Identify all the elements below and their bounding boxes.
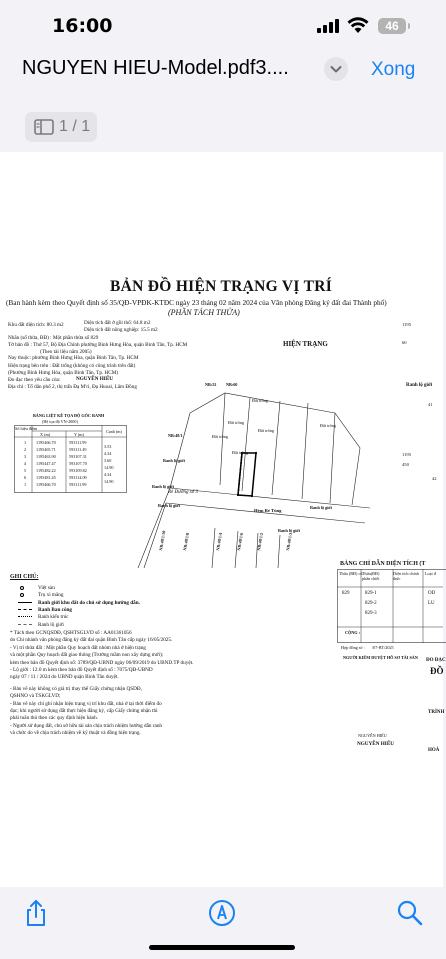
legend-symbol: [18, 624, 32, 626]
area-cell: 829-3: [365, 611, 377, 616]
margin-label: ĐỒ: [430, 666, 444, 676]
search-icon[interactable]: [396, 899, 424, 927]
note-line: * Tách theo GCNQSDĐ, QSHTSGLVD số : AA01361056: [10, 630, 132, 636]
land-use-label: Đất trống: [212, 434, 228, 439]
coord-cell-y: 593114.09: [69, 475, 87, 480]
coord-header-y: Y (m): [74, 432, 84, 437]
land-use-label: Đất trống: [252, 398, 268, 403]
navigation-bar: [0, 52, 443, 92]
coord-cell-y: 593107.70: [69, 461, 87, 466]
margin-number: 42: [432, 476, 437, 481]
status-time: 16:00: [52, 15, 113, 37]
status-bar: [0, 0, 443, 52]
note-line: phải tuân thủ theo các quy định hiện hành.: [10, 715, 99, 722]
info-map-sheet: Tờ bản đồ : Thứ 57, Bộ Địa Chính phường Bình Hưng Hòa, quận Bình Tân, Tp. HCM: [8, 342, 188, 348]
coord-cell-edge: 3.53: [104, 443, 112, 449]
note-line: ngày 07 / 11 / 2024 do UBND quận Bình Tân duyệt.: [10, 674, 119, 681]
boundary-label: Ranh lộ giới: [310, 505, 332, 510]
map-title: BẢN ĐỒ HIỆN TRẠNG VỊ TRÍ: [110, 278, 333, 295]
area-cell: LU: [428, 601, 435, 606]
note-line: do Chi nhánh văn phòng đăng ký đất đai quận Bình Tân cấp ngày 16/05/2025.: [10, 637, 173, 644]
document-viewer[interactable]: [0, 152, 446, 887]
chevron-down-icon: [324, 57, 348, 81]
area-header: Thửa (BĐ) cũ: [339, 571, 363, 576]
signer-name: NGUYỄN HIẾU: [358, 733, 387, 738]
boundary-label: Ranh lộ giới: [158, 503, 180, 508]
margin-label: Ranh lộ giới: [406, 383, 433, 388]
coord-cell-edge: 4.34: [104, 471, 112, 477]
plot-label: NB:48/1/6: [236, 532, 245, 551]
note-line: - Bản vẽ này chỉ ghi nhận hiện trạng vị trí khu đất, nhà ở tại thời điểm đo: [10, 700, 162, 707]
note-line: - Lộ giới : 12.0 m kèm theo bản đồ Quyết định số : 7075/QĐ-UBND: [10, 667, 153, 673]
margin-label: HOÀ: [428, 748, 440, 753]
map-subtitle-split: (PHẦN TÁCH THỬA): [168, 308, 240, 317]
info-ward: (Phường Bình Hưng Hòa, quận Bình Tân, Tp. HCM): [8, 370, 119, 376]
land-use-label: Đất trống: [320, 423, 336, 428]
plot-label: NB:52: [205, 382, 217, 387]
page-indicator[interactable]: [25, 112, 97, 142]
coord-cell-y: 593111.99: [69, 440, 87, 445]
share-icon[interactable]: [22, 899, 50, 927]
land-use-label: Đất trống: [258, 428, 274, 433]
area-cell: 829-1: [365, 591, 377, 596]
area-table-title: BẢNG CHỈ DẪN DIỆN TÍCH (T: [340, 561, 426, 567]
margin-label: TRÌNH: [428, 710, 445, 715]
note-line: - Bản vẽ này không có giá trị thay thế Giấy chứng nhận QSDĐ,: [10, 685, 142, 692]
map-subtitle: (Ban hành kèm theo Quyết định số 35/QĐ-VPĐK-KTĐC ngày 23 tháng 02 năm 2024 của Văn phòng Đăng ký đất đai Thành phố): [6, 298, 387, 307]
legend-item-label: Ranh giới khu đất do chủ sử dụng hướng dẫn.: [38, 599, 140, 606]
margin-label: ĐO ĐẠC: [426, 658, 446, 663]
boundary-label: Ranh lộ giới: [163, 458, 185, 463]
coord-cell-x: 1195466.70: [36, 482, 56, 487]
pdf-page: [0, 278, 446, 894]
coord-cell-x: 1195481.45: [36, 475, 56, 480]
legend-item-label: Ranh kiến trúc: [38, 614, 69, 621]
area-cell: OD: [428, 591, 436, 596]
coord-table-subtitle: (Hệ tọa độ VN-2000): [42, 419, 78, 424]
markup-icon[interactable]: [208, 899, 236, 927]
margin-number: 1195: [402, 322, 412, 327]
area-table-total: CỘNG :: [345, 630, 361, 635]
cellular-signal-icon: [317, 19, 339, 33]
plot-label: NB:48/1/2: [256, 532, 265, 551]
margin-number: 60: [402, 340, 407, 345]
coord-cell-y: 593109.82: [69, 468, 87, 473]
info-plot: Nhãn (số thửa, BĐ) : Một phần thửa số 829: [8, 335, 99, 341]
document-title[interactable]: NGUYEN HIEU-Model.pdf3....: [22, 57, 289, 79]
coord-header-point: Số hiệu điểm: [15, 426, 38, 431]
contract-label: Hợp đồng số :: [341, 645, 365, 650]
info-source: (Theo tài liệu năm 2005): [40, 349, 92, 355]
legend-item-label: Ranh Ban công: [38, 606, 73, 613]
battery-icon: 46: [378, 18, 406, 34]
plot-label: NB:48/1: [168, 433, 183, 438]
note-line: QSHNO và TSKGLVD;: [10, 693, 61, 700]
legend-symbol: [20, 593, 24, 597]
coord-cell-edge: 14.90: [104, 464, 114, 470]
note-line: và chức do về chịu trách nhiệm về kỹ thuật và đồng hiện trạng.: [10, 730, 141, 737]
requester-signature: NGUYỄN HIẾU: [357, 741, 395, 747]
margin-number: 41: [428, 402, 433, 407]
battery-tip: [408, 23, 410, 29]
coord-cell-point: 1: [24, 482, 27, 487]
coord-cell-point: 1: [24, 440, 27, 445]
info-address: Địa chỉ : Tổ dân phố 2, thị trấn Đạ M'ri, Đạ Huoai, Lâm Đồng: [8, 384, 137, 390]
office-label: NGƯỜI KIỂM DUYỆT HỒ SƠ TÀI SẢN: [343, 655, 418, 660]
coord-cell-point: 4: [24, 461, 27, 466]
area-cell: 829-2: [365, 601, 377, 606]
plot-label: NB:48/1/8: [182, 532, 191, 551]
sidebar-icon: [34, 119, 54, 135]
info-state: Hiện trạng bên trên : Đất trống (không có công trình trên đất): [8, 363, 136, 369]
info-requester: NGUYỄN HIẾU: [76, 376, 114, 382]
area-cell: 829: [342, 591, 350, 596]
info-area-residential: Diện tích đất ở gồi thổ: 64.8 m2: [84, 320, 151, 326]
land-use-label: Đất trống: [228, 420, 244, 425]
home-indicator: [149, 945, 295, 950]
boundary-label: Ranh lộ giới: [278, 528, 300, 533]
margin-number: 1195: [402, 452, 412, 457]
page-indicator-label: 1 / 1: [59, 118, 91, 135]
coord-cell-y: 593107.31: [69, 454, 87, 459]
boundary-label: Ranh lộ giới: [152, 484, 174, 489]
plot-label: NB:60: [226, 382, 238, 387]
legend-title: GHI CHÚ:: [10, 574, 39, 580]
status-label: HIỆN TRẠNG: [283, 340, 328, 348]
info-area: Khu đất diện tích: 80.3 m2: [8, 322, 64, 328]
coord-cell-y: 593111.99: [69, 482, 87, 487]
legend-item-label: Ranh lộ giới: [38, 621, 64, 628]
contract-value: /07-BT/2025: [372, 645, 394, 650]
coord-table-title: BẢNG LIỆT KÊ TỌA ĐỘ GÓC RANH: [33, 413, 105, 418]
note-line: - Người sử dụng đất, chủ sở hữu tài sản chịu trách nhiệm hướng dẫn ranh: [10, 722, 163, 729]
legend-item-label: Trụ xi măng: [38, 592, 64, 599]
note-line: - Vị trí thửa đất : Một phần Quy hoạch đất nhóm nhà ở hiện trạng: [10, 644, 146, 651]
note-line: và một phần Quy hoạch đất giao thông (Trường mầm non xây dựng mới);: [10, 652, 164, 659]
info-requested: Đo đạc theo yêu cầu của:: [8, 377, 61, 383]
land-use-label: Đất trống: [232, 450, 248, 455]
plot-label: NB:48/1/4: [215, 532, 224, 551]
info-area-agricultural: Diện tích đất nông nghiệp: 15.5 m2: [84, 327, 158, 333]
coord-cell-edge: 4.34: [104, 450, 112, 456]
area-header: Loại đ: [425, 571, 436, 576]
coord-cell-x: 1195465.71: [36, 447, 56, 452]
coord-cell-edge: 3.60: [104, 457, 112, 463]
margin-number: 450: [402, 462, 409, 467]
coord-header-edge: Cạnh (m): [106, 429, 122, 434]
coord-cell-y: 593111.49: [69, 447, 87, 452]
done-button[interactable]: Xong: [371, 59, 416, 80]
note-line: kèm theo bản đồ Quyết định số: 3789/QĐ-UBND ngày 06/09/2019 do UBND.TP duyệt.: [10, 659, 194, 666]
coord-cell-x: 1195447.47: [36, 461, 56, 466]
coord-cell-x: 1195466.70: [36, 440, 56, 445]
legend-item-label: Việt sàn: [38, 585, 55, 591]
coord-cell-point: 3: [24, 454, 27, 459]
note-line: đạc; khi người sử dụng đất thực hiện đăng ký, cấp Giấy chứng nhận thì: [10, 708, 158, 714]
plot-label: NB:48/1/3: [285, 532, 294, 551]
info-current: Nay thuộc: phường Bình Hưng Hòa, quận Bình Tân, Tp. HCM: [8, 355, 139, 361]
plot-label: NB:48/1/10: [158, 530, 167, 551]
coord-cell-point: 2: [24, 447, 27, 452]
alley-label: Hẻm Rẻ Tùng: [254, 508, 282, 513]
coord-cell-point: 5: [24, 468, 27, 473]
legend-symbol: [20, 586, 24, 590]
legend-symbol: [18, 609, 32, 611]
area-header: Thửa(BĐ) phân chiết: [362, 571, 380, 582]
coord-cell-point: 6: [24, 475, 27, 480]
legend-symbol: [18, 602, 32, 604]
area-header: Diện tích chính thức: [393, 571, 419, 582]
coord-cell-x: 1195482.22: [36, 468, 56, 473]
coord-cell-edge: 14.90: [104, 478, 114, 484]
coord-header-x: X (m): [40, 432, 51, 437]
legend-symbol: [18, 616, 32, 618]
street-label: Rẻ Đường số 3: [168, 490, 198, 495]
wifi-icon: [347, 16, 369, 34]
coord-cell-x: 1195463.90: [36, 454, 56, 459]
title-menu-button[interactable]: [324, 57, 348, 81]
